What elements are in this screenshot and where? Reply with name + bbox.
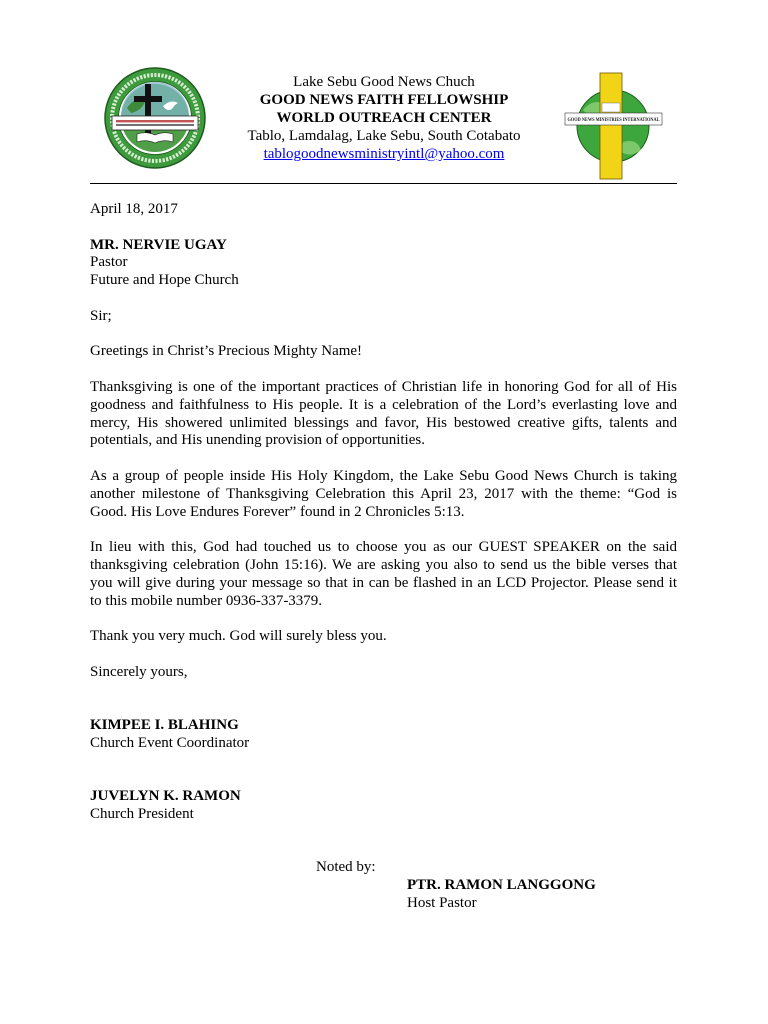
paragraph-line: As a group of people inside His Holy Kingdom, the Lake Sebu Good News Church is taking bbox=[90, 467, 677, 484]
seal-banner-lettering bbox=[116, 120, 194, 122]
letterhead-divider bbox=[90, 183, 677, 184]
salutation: Sir; bbox=[90, 307, 112, 324]
greeting: Greetings in Christ’s Precious Mighty Name! bbox=[90, 343, 363, 360]
body-paragraph-2 bbox=[90, 468, 677, 521]
logo-banner-text: GOOD NEWS MINISTRIES INTERNATIONAL bbox=[567, 117, 660, 124]
email-link[interactable]: tablogoodnewsministryintl@yahoo.com bbox=[263, 146, 505, 162]
signatory-role: Church President bbox=[90, 806, 194, 823]
letterhead-address: Tablo, Lamdalag, Lake Sebu, South Cotabato bbox=[247, 128, 521, 144]
letterhead-fellowship: GOOD NEWS FAITH FELLOWSHIP bbox=[259, 92, 509, 108]
thanks-line: Thank you very much. God will surely bless you. bbox=[90, 628, 387, 645]
noted-by-label: Noted by: bbox=[316, 859, 376, 876]
paragraph-line: potentials, and His unending provision of opportunities. bbox=[90, 432, 425, 449]
noted-by-name: PTR. RAMON LANGGONG bbox=[407, 877, 596, 894]
church-seal-logo bbox=[103, 66, 207, 170]
signatory-name: JUVELYN K. RAMON bbox=[90, 788, 241, 805]
paragraph-line: thanksgiving celebration (John 15:16). We are asking you also to send us the bible verses that bbox=[90, 556, 677, 573]
letterhead bbox=[214, 73, 554, 163]
noted-by-role: Host Pastor bbox=[407, 895, 477, 912]
paragraph-line: Good. His Love Endures Forever” found in 2 Chronicles 5:13. bbox=[90, 503, 465, 520]
signatory-block bbox=[90, 788, 677, 824]
paragraph-line: to this mobile number 0936-337-3379. bbox=[90, 592, 323, 609]
recipient-title: Pastor bbox=[90, 254, 128, 271]
letter-date: April 18, 2017 bbox=[90, 201, 178, 217]
body-paragraph-3 bbox=[90, 539, 677, 610]
paragraph-line: goodness and faithfulness to His people. It is a celebration of the Lord’s everlasting love and bbox=[90, 396, 677, 413]
paragraph-line: you will give during your message so that in can be flashed in an LCD Projector. Please send it bbox=[90, 574, 677, 591]
noted-by-block bbox=[90, 859, 677, 912]
paragraph-line: another milestone of Thanksgiving Celebration this April 23, 2017 with the theme: “God is bbox=[90, 485, 677, 502]
complimentary-close: Sincerely yours, bbox=[90, 663, 188, 680]
letterhead-outreach-center: WORLD OUTREACH CENTER bbox=[276, 110, 492, 126]
paragraph-line: In lieu with this, God had touched us to choose you as our GUEST SPEAKER on the said bbox=[90, 539, 677, 556]
paragraph-line: Thanksgiving is one of the important practices of Christian life in honoring God for all of His bbox=[90, 378, 677, 395]
recipient-block bbox=[90, 237, 677, 290]
seal-banner-lettering-2 bbox=[116, 124, 194, 126]
signatory-block bbox=[90, 717, 677, 753]
recipient-name: MR. NERVIE UGAY bbox=[90, 236, 227, 253]
cross-arm bbox=[134, 96, 162, 102]
logo-tag bbox=[602, 103, 620, 112]
letterhead-email-line bbox=[214, 145, 554, 163]
recipient-church: Future and Hope Church bbox=[90, 272, 239, 289]
signatory-role: Church Event Coordinator bbox=[90, 734, 250, 751]
letter-body bbox=[90, 201, 677, 913]
cross-globe-logo bbox=[563, 70, 665, 182]
body-paragraph-1 bbox=[90, 379, 677, 450]
letterhead-church-name: Lake Sebu Good News Chuch bbox=[293, 74, 475, 90]
cross-icon bbox=[600, 73, 622, 179]
seal-banner bbox=[112, 116, 198, 130]
signatory-name: KIMPEE I. BLAHING bbox=[90, 717, 239, 734]
paragraph-line: mercy, His showered unlimited blessings and favor, His bestowed creative gifts, talents and bbox=[90, 414, 677, 431]
